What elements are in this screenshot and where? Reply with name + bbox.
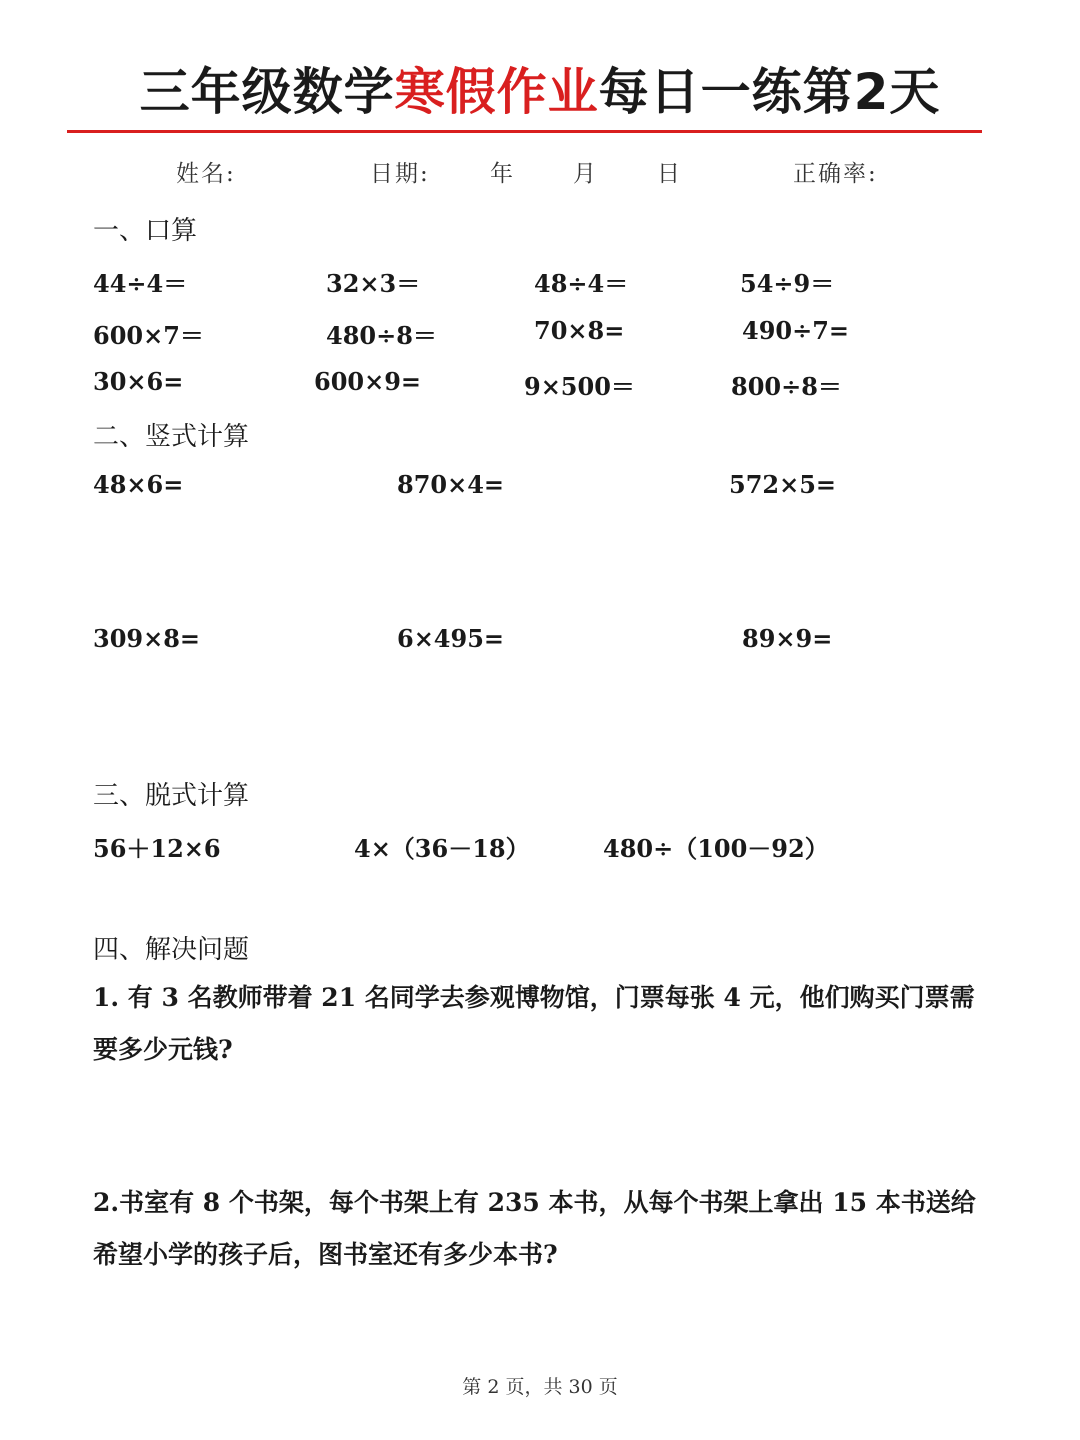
vertical-problem: 89×9=	[742, 624, 833, 653]
word-problem-2: 2.书室有 8 个书架，每个书架上有 235 本书，从每个书架上拿出 15 本书送给希望小学的孩子后，图书室还有多少本书?	[93, 1188, 976, 1269]
oral-problem: 9×500＝	[524, 372, 635, 401]
oral-problem: 44÷4＝	[93, 269, 188, 298]
section-4-heading: 四、解决问题	[93, 935, 250, 965]
stepwise-problem: 4×（36－18）	[354, 834, 530, 863]
oral-problem: 800÷8＝	[731, 372, 842, 401]
year-label: 年	[490, 161, 515, 187]
page-number: 第 2 页，共 30 页	[462, 1376, 618, 1398]
title-highlight: 寒假作业	[394, 63, 599, 121]
vertical-problem: 6×495=	[397, 624, 505, 653]
date-label: 日期:	[370, 161, 430, 187]
oral-problem: 480÷8＝	[326, 321, 437, 350]
section-2-heading: 二、竖式计算	[93, 422, 250, 452]
vertical-problem: 309×8=	[93, 624, 201, 653]
section-1-heading: 一、口算	[93, 216, 198, 246]
title-part-3: 每日一练第2天	[598, 63, 941, 121]
page-title	[0, 52, 1080, 124]
oral-problem: 54÷9＝	[740, 269, 835, 298]
month-label: 月	[573, 161, 598, 187]
word-problem-1: 1. 有 3 名教师带着 21 名同学去参观博物馆，门票每张 4 元，他们购买门票需要多少元钱?	[93, 983, 975, 1064]
oral-problem: 490÷7=	[742, 316, 850, 345]
oral-problem: 600×7＝	[93, 321, 204, 350]
oral-problem: 48÷4＝	[534, 269, 629, 298]
stepwise-problem: 56＋12×6	[93, 834, 221, 863]
section-3-heading: 三、脱式计算	[93, 781, 250, 811]
vertical-problem: 48×6=	[93, 470, 184, 499]
title-part-1: 三年级数学	[139, 63, 395, 121]
oral-problem: 30×6=	[93, 367, 184, 396]
oral-problem: 600×9=	[314, 367, 422, 396]
name-label: 姓名:	[176, 161, 236, 187]
vertical-problem: 572×5=	[729, 470, 837, 499]
stepwise-problem: 480÷（100－92）	[603, 834, 829, 863]
oral-problem: 70×8=	[534, 316, 625, 345]
oral-problem: 32×3＝	[326, 269, 421, 298]
vertical-problem: 870×4=	[397, 470, 505, 499]
title-divider	[67, 130, 982, 133]
accuracy-label: 正确率:	[793, 161, 878, 187]
day-label: 日	[657, 161, 682, 187]
